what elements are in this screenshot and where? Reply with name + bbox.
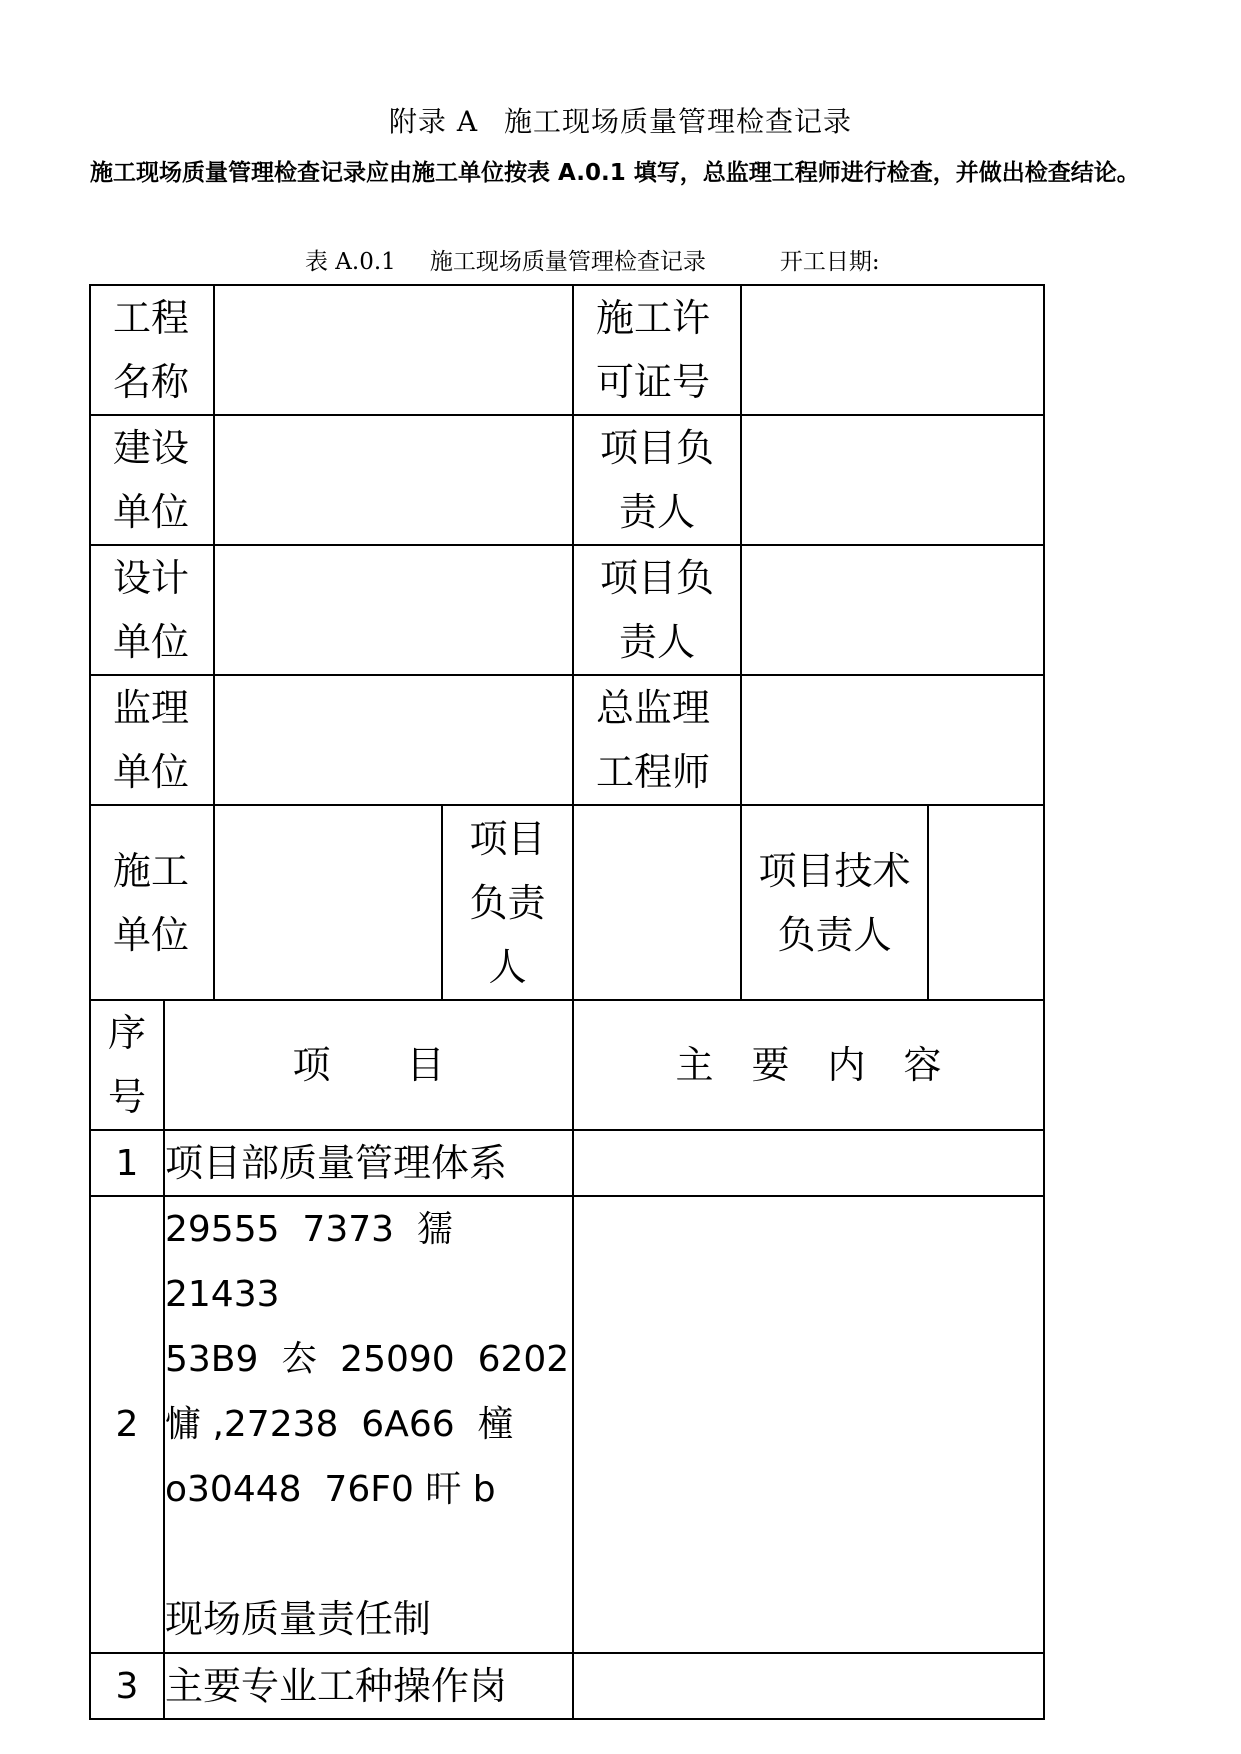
item-name: 主要专业工种操作岗 (164, 1653, 573, 1719)
label-chief-supervisor: 总监理 工程师 (573, 675, 741, 805)
label-supervision-unit: 监理 单位 (90, 675, 214, 805)
row-construction-unit (90, 805, 1044, 1000)
value-technical-manager[interactable] (928, 805, 1044, 1000)
item-name: 项目部质量管理体系 (164, 1130, 573, 1196)
label-construction-manager: 项目 负责 人 (442, 805, 573, 1000)
inspection-form-table (89, 284, 1045, 1720)
value-chief-supervisor[interactable] (741, 675, 1044, 805)
table-row (90, 1653, 1044, 1719)
heading-prefix: 附录 A (388, 105, 479, 138)
page-heading (0, 100, 1241, 140)
header-item: 项 目 (164, 1000, 573, 1130)
item-content[interactable] (573, 1653, 1044, 1719)
label-construction-unit: 施工 单位 (90, 805, 214, 1000)
value-design-unit[interactable] (214, 545, 573, 675)
table-row (90, 1196, 1044, 1653)
item-number: 3 (90, 1653, 164, 1719)
header-content: 主 要 内 容 (573, 1000, 1044, 1130)
item-number: 2 (90, 1196, 164, 1653)
start-date-label: 开工日期: (779, 249, 880, 275)
value-supervision-unit[interactable] (214, 675, 573, 805)
value-owner-unit[interactable] (214, 415, 573, 545)
row-supervision-unit (90, 675, 1044, 805)
row-list-header (90, 1000, 1044, 1130)
item-number: 1 (90, 1130, 164, 1196)
row-project-name (90, 285, 1044, 415)
value-construction-manager[interactable] (573, 805, 741, 1000)
label-owner-manager: 项目负 责人 (573, 415, 741, 545)
item-content[interactable] (573, 1130, 1044, 1196)
table-row (90, 1130, 1044, 1196)
row-owner-unit (90, 415, 1044, 545)
header-seq: 序 号 (90, 1000, 164, 1130)
label-design-unit: 设计 单位 (90, 545, 214, 675)
label-owner-unit: 建设 单位 (90, 415, 214, 545)
value-construction-unit[interactable] (214, 805, 442, 1000)
value-permit-no[interactable] (741, 285, 1044, 415)
row-design-unit (90, 545, 1044, 675)
label-permit-no: 施工许 可证号 (573, 285, 741, 415)
value-project-name[interactable] (214, 285, 573, 415)
table-title: 施工现场质量管理检查记录 (429, 249, 706, 275)
heading-title: 施工现场质量管理检查记录 (504, 105, 853, 138)
intro-paragraph: 施工现场质量管理检查记录应由施工单位按表 A.0.1 填写，总监理工程师进行检查，并做出检查结论。 (90, 160, 1140, 186)
label-design-manager: 项目负 责人 (573, 545, 741, 675)
label-project-name: 工程 名称 (90, 285, 214, 415)
value-design-manager[interactable] (741, 545, 1044, 675)
item-content[interactable] (573, 1196, 1044, 1653)
table-caption (305, 243, 880, 276)
label-technical-manager: 项目技术 负责人 (741, 805, 928, 1000)
item-name: 29555 7373 獳 21433 53B9 厺 25090 6202 慵 ,27238 6A66 橦 o30448 76F0 旰 b 现场质量责任制 (164, 1196, 573, 1653)
table-number: 表 A.0.1 (305, 249, 396, 275)
value-owner-manager[interactable] (741, 415, 1044, 545)
